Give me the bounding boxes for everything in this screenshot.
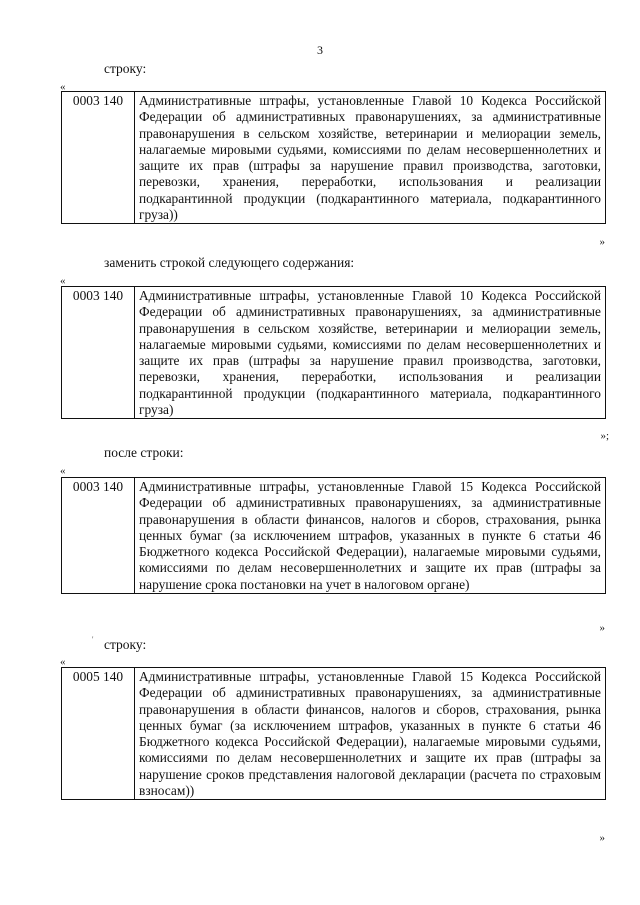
open-quote: « — [60, 656, 66, 668]
table-row — [62, 668, 606, 800]
table-row — [62, 478, 606, 594]
budget-code-cell: 0003 140 — [62, 92, 135, 224]
description-cell: Административные штрафы, установленные Главой 15 Кодекса Российской Федерации об административных правонарушениях, за административные правонарушения в области финансов, налогов и сборов, страхования, рынка ценных бумаг (за исключением штрафов, указанных в пункте 6 статьи 46 Бюджетного кодекса Российской Федерации), налагаемые мировыми судьями, комиссиями по делам несовершеннолетних и защите их прав (штрафы за нарушение сроков представления налоговой декларации (расчета по страховым взносам)) — [135, 668, 606, 800]
page-number: 3 — [317, 43, 323, 57]
close-quote: » — [599, 236, 605, 248]
table-row — [62, 92, 606, 224]
description-cell: Административные штрафы, установленные Главой 15 Кодекса Российской Федерации об административных правонарушениях, за административные правонарушения в области финансов, налогов и сборов, страхования, рынка ценных бумаг (за исключением штрафов, указанных в пункте 6 статьи 46 Бюджетного кодекса Российской Федерации), налагаемые мировыми судьями, комиссиями по делам несовершеннолетних и защите их прав (штрафы за нарушение срока постановки на учет в налоговом органе) — [135, 478, 606, 594]
description-cell: Административные штрафы, установленные Главой 10 Кодекса Российской Федерации об административных правонарушениях, за административные правонарушения в сельском хозяйстве, ветеринарии и мелиорации земель, налагаемые мировыми судьями, комиссиями по делам несовершеннолетних и защите их прав (штрафы за нарушение правил производства, заготовки, перевозки, хранения, переработки, использования и реализации подкарантинной продукции (подкарантинного материала, подкарантинного груза)) — [135, 92, 606, 224]
open-quote: « — [60, 81, 66, 93]
label-first-row: строку: — [104, 61, 147, 76]
label-after: после строки: — [104, 445, 184, 460]
stray-mark: ' — [92, 635, 94, 644]
entry-table-1 — [61, 91, 606, 224]
open-quote: « — [60, 465, 66, 477]
close-quote: » — [599, 622, 605, 634]
entry-table-2 — [61, 286, 606, 419]
table-row — [62, 287, 606, 419]
open-quote: « — [60, 275, 66, 287]
description-cell: Административные штрафы, установленные Главой 10 Кодекса Российской Федерации об административных правонарушениях, за административные правонарушения в сельском хозяйстве, ветеринарии и мелиорации земель, налагаемые мировыми судьями, комиссиями по делам несовершеннолетних и защите их прав (штрафы за нарушение правил производства, заготовки, перевозки, хранения, переработки, использования и реализации подкарантинной продукции (подкарантинного материала, подкарантинного груза) — [135, 287, 606, 419]
entry-table-3 — [61, 477, 606, 594]
budget-code-cell: 0003 140 — [62, 287, 135, 419]
budget-code-cell: 0003 140 — [62, 478, 135, 594]
label-replace: заменить строкой следующего содержания: — [104, 255, 355, 270]
entry-table-4 — [61, 667, 606, 800]
label-second-row: строку: — [104, 637, 147, 652]
close-quote-semicolon: »; — [600, 430, 609, 442]
budget-code-cell: 0005 140 — [62, 668, 135, 800]
close-quote: » — [599, 832, 605, 844]
